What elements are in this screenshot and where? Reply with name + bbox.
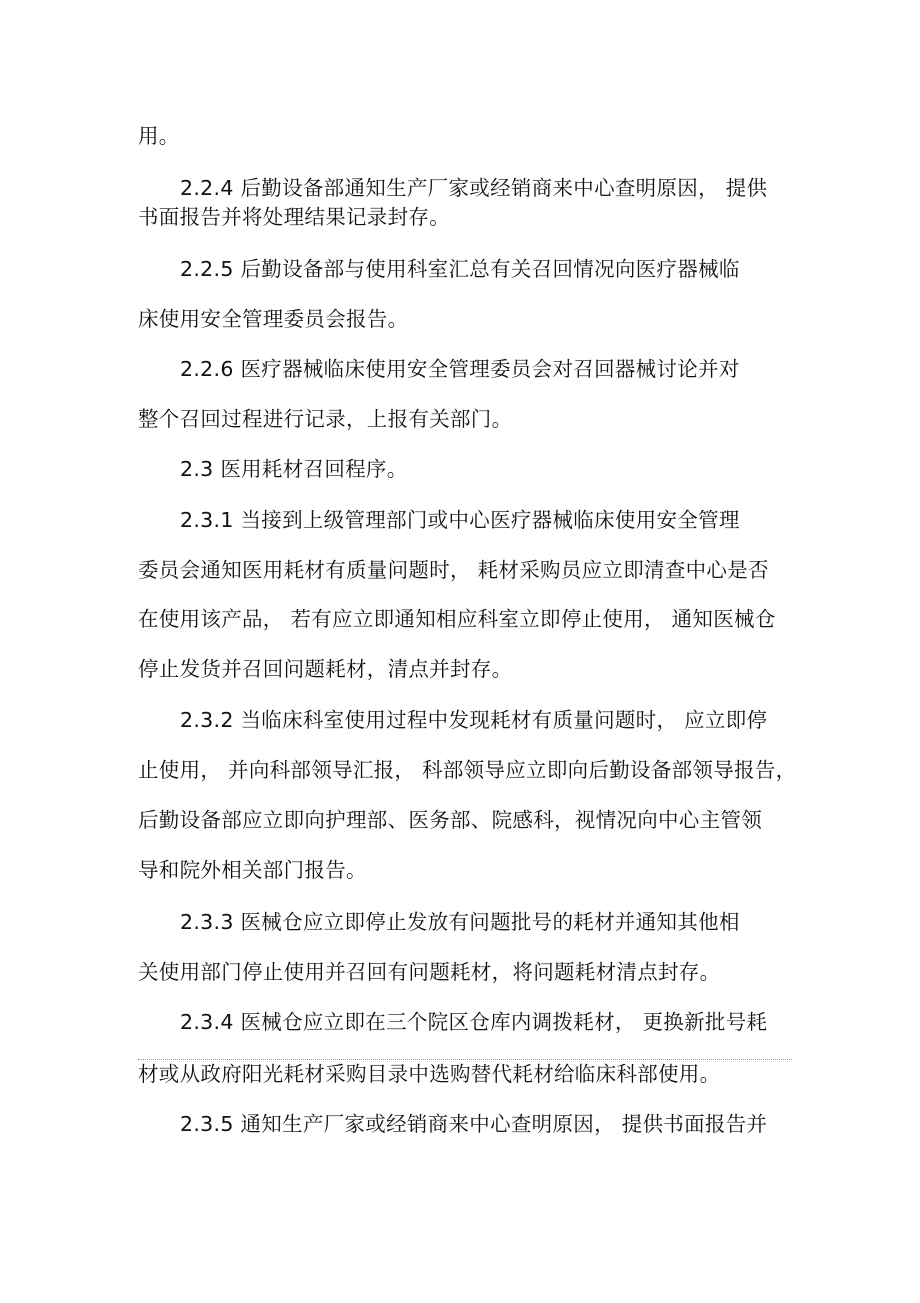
section-2-3-3: 2.3.3 医械仓应立即停止发放有问题批号的耗材并通知其他相	[180, 910, 740, 934]
text-line: 关使用部门停止使用并召回有问题耗材，将问题耗材清点封存。	[138, 960, 721, 984]
text-line: 后勤设备部应立即向护理部、医务部、院感科，视情况向中心主管领	[138, 808, 762, 832]
text-line: 床使用安全管理委员会报告。	[138, 307, 409, 331]
section-2-3-heading: 2.3 医用耗材召回程序。	[180, 457, 408, 481]
section-2-2-6: 2.2.6 医疗器械临床使用安全管理委员会对召回器械讨论并对	[180, 357, 740, 381]
text-line: 导和院外相关部门报告。	[138, 858, 367, 882]
text-line: 材或从政府阳光耗材采购目录中选购替代耗材给临床科部使用。	[138, 1062, 721, 1086]
text-line: 在使用该产品， 若有应立即通知相应科室立即停止使用， 通知医械仓	[138, 607, 776, 631]
text-line: 整个召回过程进行记录，上报有关部门。	[138, 407, 513, 431]
text-line: 止使用， 并向科部领导汇报， 科部领导应立即向后勤设备部领导报告，	[138, 758, 797, 782]
section-2-3-2: 2.3.2 当临床科室使用过程中发现耗材有质量问题时， 应立即停	[180, 708, 768, 732]
section-2-3-5: 2.3.5 通知生产厂家或经销商来中心查明原因， 提供书面报告并	[180, 1112, 768, 1136]
text-line: 委员会通知医用耗材有质量问题时， 耗材采购员应立即清查中心是否	[138, 558, 769, 582]
section-2-2-4: 2.2.4 后勤设备部通知生产厂家或经销商来中心查明原因， 提供	[180, 176, 768, 200]
section-2-3-4: 2.3.4 医械仓应立即在三个院区仓库内调拨耗材， 更换新批号耗	[180, 1010, 768, 1034]
text-line: 用。	[138, 124, 180, 148]
section-2-2-5: 2.2.5 后勤设备部与使用科室汇总有关召回情况向医疗器械临	[180, 257, 740, 281]
text-line: 停止发货并召回问题耗材，清点并封存。	[138, 657, 513, 681]
text-line: 书面报告并将处理结果记录封存。	[138, 205, 450, 229]
section-2-3-1: 2.3.1 当接到上级管理部门或中心医疗器械临床使用安全管理	[180, 508, 740, 532]
